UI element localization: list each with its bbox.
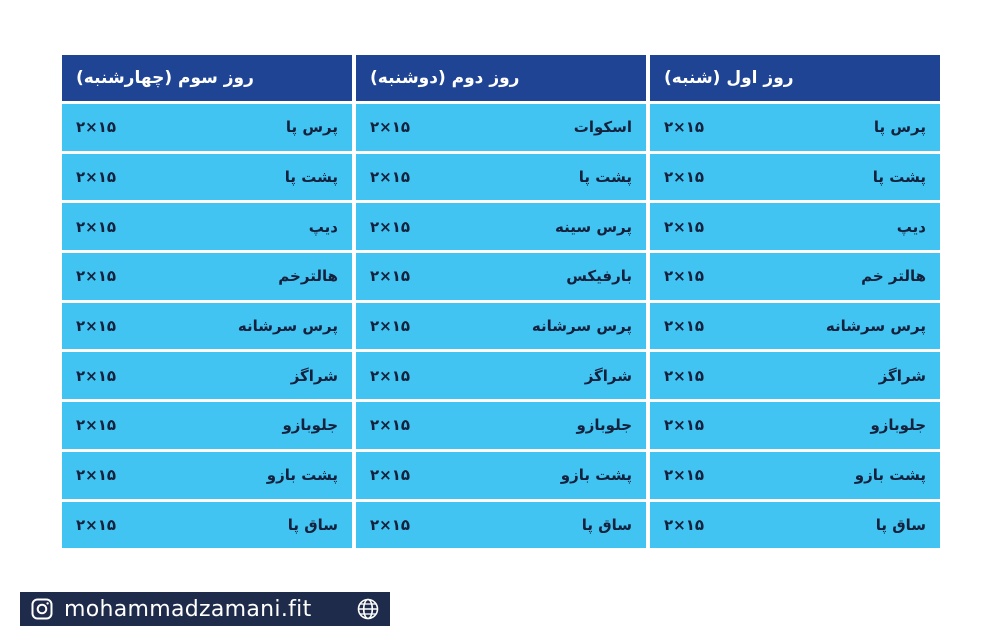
day-column-1 <box>650 55 940 548</box>
exercise-row <box>650 154 940 201</box>
exercise-sets: ۲×۱۵ <box>76 217 117 236</box>
social-handle[interactable]: mohammadzamani.fit <box>64 596 312 622</box>
exercise-name: پشت پا <box>284 168 338 187</box>
exercise-sets: ۲×۱۵ <box>76 267 117 286</box>
exercise-sets: ۲×۱۵ <box>370 168 411 187</box>
exercise-row <box>356 303 646 350</box>
exercise-name: پرس سینه <box>555 217 632 236</box>
exercise-name: پشت پا <box>578 168 632 187</box>
exercise-sets: ۲×۱۵ <box>76 118 117 137</box>
social-footer <box>20 592 390 626</box>
exercise-sets: ۲×۱۵ <box>370 118 411 137</box>
exercise-name: پشت بازو <box>854 466 926 485</box>
exercise-name: جلوبازو <box>282 416 338 435</box>
exercise-sets: ۲×۱۵ <box>664 515 705 534</box>
exercise-row <box>650 203 940 250</box>
exercise-sets: ۲×۱۵ <box>664 217 705 236</box>
exercise-name: پرس سرشانه <box>825 317 926 336</box>
exercise-sets: ۲×۱۵ <box>664 466 705 485</box>
exercise-name: شراگز <box>878 366 926 385</box>
exercise-sets: ۲×۱۵ <box>664 168 705 187</box>
exercise-name: پرس سرشانه <box>237 317 338 336</box>
exercise-sets: ۲×۱۵ <box>76 366 117 385</box>
exercise-row <box>650 502 940 549</box>
exercise-name: پرس سرشانه <box>531 317 632 336</box>
exercise-row <box>62 203 352 250</box>
exercise-row <box>356 104 646 151</box>
exercise-row <box>62 402 352 449</box>
exercise-sets: ۲×۱۵ <box>76 515 117 534</box>
exercise-sets: ۲×۱۵ <box>370 217 411 236</box>
exercise-row <box>356 203 646 250</box>
exercise-sets: ۲×۱۵ <box>76 168 117 187</box>
exercise-sets: ۲×۱۵ <box>664 317 705 336</box>
exercise-row <box>62 104 352 151</box>
exercise-sets: ۲×۱۵ <box>370 515 411 534</box>
exercise-row <box>356 402 646 449</box>
exercise-row <box>650 402 940 449</box>
exercise-name: شراگز <box>290 366 338 385</box>
exercise-row <box>356 452 646 499</box>
exercise-name: ساق پا <box>875 515 926 534</box>
exercise-row <box>356 253 646 300</box>
day-column-3 <box>62 55 352 548</box>
exercise-name: دیپ <box>308 217 338 236</box>
exercise-name: هالترخم <box>278 267 338 286</box>
exercise-sets: ۲×۱۵ <box>370 466 411 485</box>
exercise-row <box>62 253 352 300</box>
exercise-name: ساق پا <box>581 515 632 534</box>
exercise-row <box>62 452 352 499</box>
exercise-row <box>650 303 940 350</box>
exercise-name: پشت بازو <box>560 466 632 485</box>
exercise-sets: ۲×۱۵ <box>76 416 117 435</box>
exercise-name: ساق پا <box>287 515 338 534</box>
exercise-name: پشت بازو <box>266 466 338 485</box>
exercise-name: شراگز <box>584 366 632 385</box>
exercise-sets: ۲×۱۵ <box>370 366 411 385</box>
day-header: روز اول (شنبه) <box>650 55 940 101</box>
exercise-name: پرس پا <box>285 118 338 137</box>
exercise-name: جلوبازو <box>870 416 926 435</box>
day-column-2 <box>356 55 646 548</box>
exercise-row <box>650 253 940 300</box>
exercise-row <box>62 154 352 201</box>
exercise-row <box>356 154 646 201</box>
workout-schedule-table <box>61 55 940 548</box>
exercise-row <box>356 352 646 399</box>
exercise-sets: ۲×۱۵ <box>664 267 705 286</box>
exercise-sets: ۲×۱۵ <box>76 466 117 485</box>
exercise-row <box>356 502 646 549</box>
exercise-name: دیپ <box>896 217 926 236</box>
globe-icon <box>356 597 380 621</box>
exercise-sets: ۲×۱۵ <box>370 317 411 336</box>
day-header: روز دوم (دوشنبه) <box>356 55 646 101</box>
exercise-sets: ۲×۱۵ <box>664 416 705 435</box>
day-header: روز سوم (چهارشنبه) <box>62 55 352 101</box>
instagram-icon <box>30 597 54 621</box>
exercise-name: اسکوات <box>573 118 632 137</box>
exercise-name: پرس پا <box>873 118 926 137</box>
exercise-row <box>62 502 352 549</box>
exercise-sets: ۲×۱۵ <box>664 366 705 385</box>
exercise-name: بارفیکس <box>566 267 632 286</box>
exercise-name: جلوبازو <box>576 416 632 435</box>
exercise-row <box>650 104 940 151</box>
exercise-row <box>650 452 940 499</box>
exercise-name: پشت پا <box>872 168 926 187</box>
exercise-sets: ۲×۱۵ <box>664 118 705 137</box>
exercise-sets: ۲×۱۵ <box>370 267 411 286</box>
exercise-row <box>650 352 940 399</box>
exercise-name: هالتر خم <box>861 267 926 286</box>
exercise-row <box>62 303 352 350</box>
exercise-sets: ۲×۱۵ <box>370 416 411 435</box>
exercise-sets: ۲×۱۵ <box>76 317 117 336</box>
exercise-row <box>62 352 352 399</box>
